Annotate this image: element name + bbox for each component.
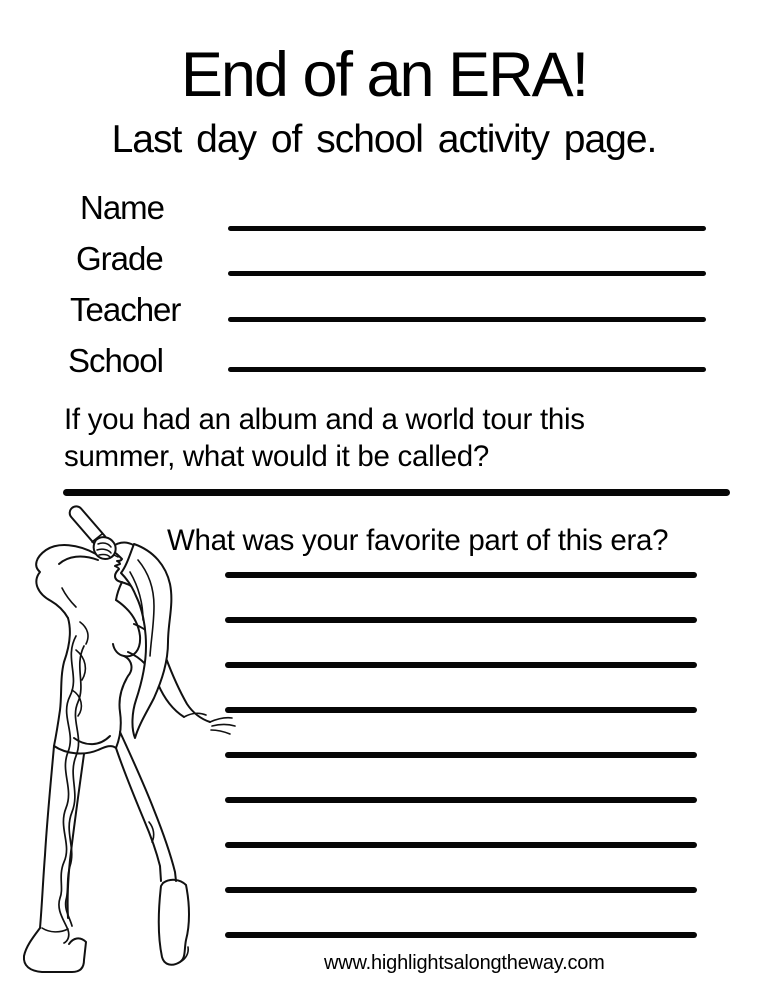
singer-figure: [24, 504, 235, 972]
answer-line: [225, 797, 697, 803]
singer-left-leg: [40, 746, 54, 928]
answer-line: [225, 752, 697, 758]
answer-line: [225, 617, 697, 623]
field-label-school: School: [68, 342, 163, 379]
field-label-grade: Grade: [76, 240, 163, 277]
page-subtitle: Last day of school activity page.: [111, 118, 657, 161]
answer-line: [225, 842, 697, 848]
answer-lines: [225, 572, 697, 938]
answer-line: [225, 572, 697, 578]
field-line-name: [228, 226, 706, 231]
field-line-school: [228, 367, 706, 372]
answer-line: [225, 662, 697, 668]
singer-raised-arm: [36, 545, 96, 618]
singer-right-leg: [120, 732, 176, 881]
answer-line: [225, 707, 697, 713]
answer-line: [225, 887, 697, 893]
field-line-teacher: [228, 317, 706, 322]
question-1-text: If you had an album and a world tour this summer, what would it be called?: [64, 403, 585, 473]
field-line-grade: [228, 271, 706, 276]
singer-hand: [94, 537, 116, 559]
question-1-answer-line: [63, 489, 730, 496]
question-2-text: What was your favorite part of this era?: [167, 524, 669, 557]
page-title: End of an ERA!: [180, 40, 588, 110]
footer-url: www.highlightsalongtheway.com: [324, 952, 605, 974]
answer-line: [225, 932, 697, 938]
singer-torso: [54, 618, 70, 746]
field-label-teacher: Teacher: [70, 291, 181, 328]
singer-illustration: [18, 500, 240, 978]
field-label-name: Name: [80, 189, 165, 226]
